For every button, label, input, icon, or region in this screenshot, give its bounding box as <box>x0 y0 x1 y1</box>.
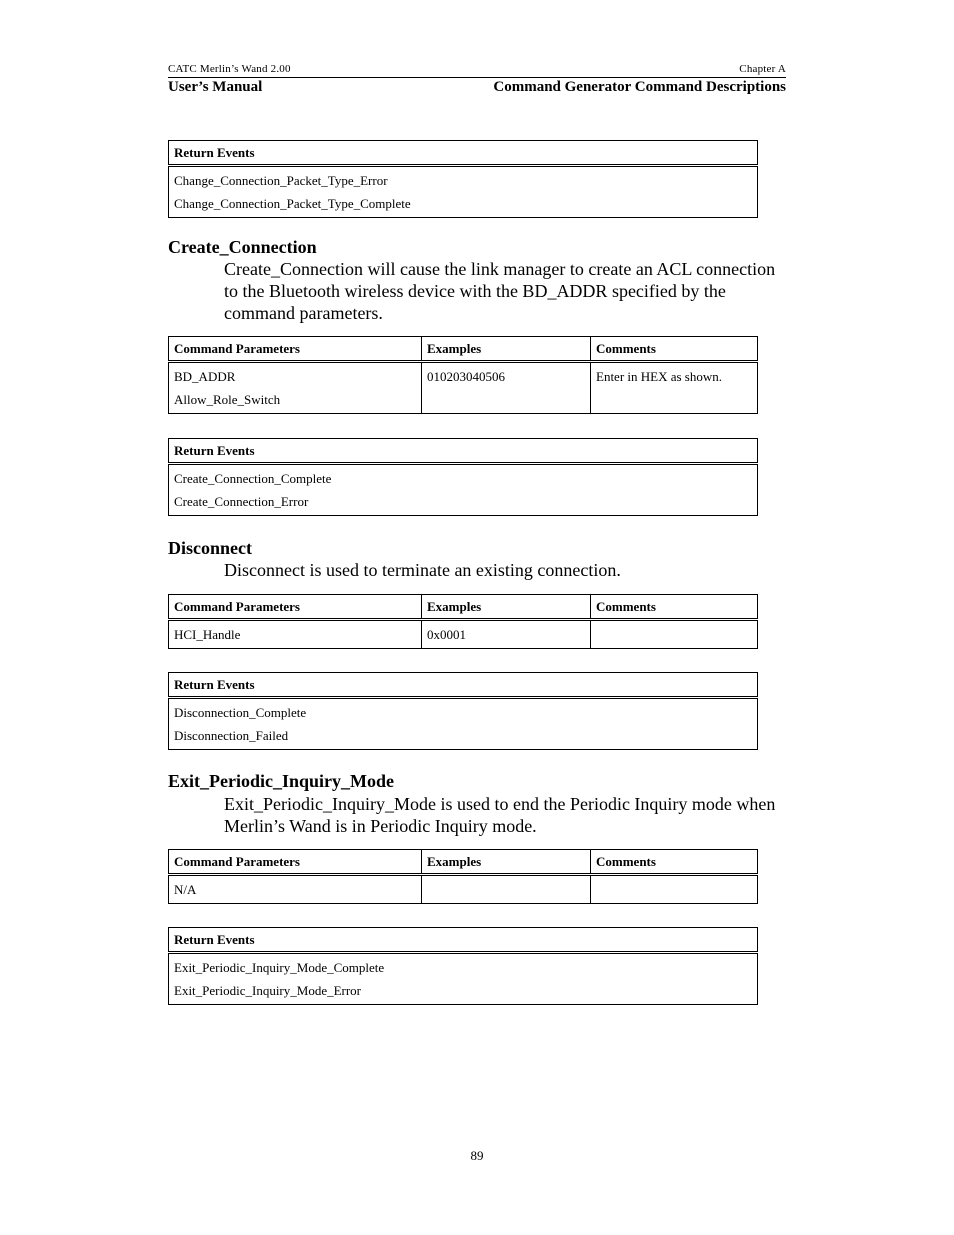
command-parameters-table-exit-periodic-inquiry-mode <box>168 849 758 904</box>
return-event: Exit_Periodic_Inquiry_Mode_Complete <box>174 960 385 975</box>
example-value: 010203040506 <box>427 369 505 384</box>
return-events-header: Return Events <box>169 928 758 953</box>
section-description-exit-periodic-inquiry-mode: Exit_Periodic_Inquiry_Mode is used to end the Periodic Inquiry mode when Merlin’s Wand is in Periodic Inquiry mode. <box>224 794 776 836</box>
return-event: Change_Connection_Packet_Type_Error <box>174 173 388 188</box>
return-event: Change_Connection_Packet_Type_Complete <box>174 196 411 211</box>
return-events-header: Return Events <box>169 439 758 464</box>
params-cell <box>169 620 422 649</box>
comments-header: Comments <box>591 337 758 362</box>
return-events-table-exit-periodic-inquiry-mode <box>168 927 758 1005</box>
comment-value <box>596 878 752 901</box>
example-cell <box>422 875 591 904</box>
parameter: N/A <box>174 882 197 897</box>
command-parameters-header: Command Parameters <box>169 850 422 875</box>
comment-cell <box>591 875 758 904</box>
section-title-disconnect: Disconnect <box>168 538 252 558</box>
parameter: HCI_Handle <box>174 627 241 642</box>
return-event: Disconnection_Failed <box>174 728 289 743</box>
running-header-chapter: Chapter A <box>739 63 786 75</box>
running-header-title: CATC Merlin’s Wand 2.00 <box>168 63 291 75</box>
return-events-cell <box>169 464 758 516</box>
return-event: Create_Connection_Error <box>174 494 309 509</box>
return-event: Create_Connection_Complete <box>174 471 332 486</box>
section-title-create-connection: Create_Connection <box>168 237 317 257</box>
comments-header: Comments <box>591 595 758 620</box>
return-events-table-create-connection <box>168 438 758 516</box>
page-number: 89 <box>470 1148 484 1163</box>
section-description-disconnect: Disconnect is used to terminate an existing connection. <box>224 560 621 580</box>
command-parameters-header: Command Parameters <box>169 595 422 620</box>
parameter: Allow_Role_Switch <box>174 392 281 407</box>
header-rule <box>168 77 786 78</box>
running-header-manual: User’s Manual <box>168 79 263 95</box>
params-cell <box>169 875 422 904</box>
return-events-cell <box>169 953 758 1005</box>
comment-cell <box>591 620 758 649</box>
example-value: 0x0001 <box>427 627 466 642</box>
section-title-exit-periodic-inquiry-mode: Exit_Periodic_Inquiry_Mode <box>168 771 394 791</box>
command-parameters-table-disconnect <box>168 594 758 649</box>
comment-value <box>596 623 752 646</box>
parameter: BD_ADDR <box>174 369 236 384</box>
return-events-table-disconnect <box>168 672 758 750</box>
examples-header: Examples <box>422 850 591 875</box>
return-events-header: Return Events <box>169 673 758 698</box>
examples-header: Examples <box>422 337 591 362</box>
return-events-header: Return Events <box>169 141 758 166</box>
comments-header: Comments <box>591 850 758 875</box>
return-events-cell <box>169 698 758 750</box>
command-parameters-header: Command Parameters <box>169 337 422 362</box>
examples-header: Examples <box>422 595 591 620</box>
command-parameters-table-create-connection <box>168 336 758 414</box>
example-value <box>427 878 585 901</box>
return-event: Disconnection_Complete <box>174 705 307 720</box>
example-cell <box>422 362 591 414</box>
comment-cell <box>591 362 758 414</box>
return-events-cell <box>169 166 758 218</box>
return-event: Exit_Periodic_Inquiry_Mode_Error <box>174 983 362 998</box>
running-header-section: Command Generator Command Descriptions <box>493 79 786 95</box>
section-description-create-connection: Create_Connection will cause the link manager to create an ACL connection to the Bluetooth wireless device with the BD_ADDR specified by the command parameters. <box>224 259 776 323</box>
example-cell <box>422 620 591 649</box>
comment-value: Enter in HEX as shown. <box>596 369 723 384</box>
return-events-table-change-connection <box>168 140 758 218</box>
params-cell <box>169 362 422 414</box>
